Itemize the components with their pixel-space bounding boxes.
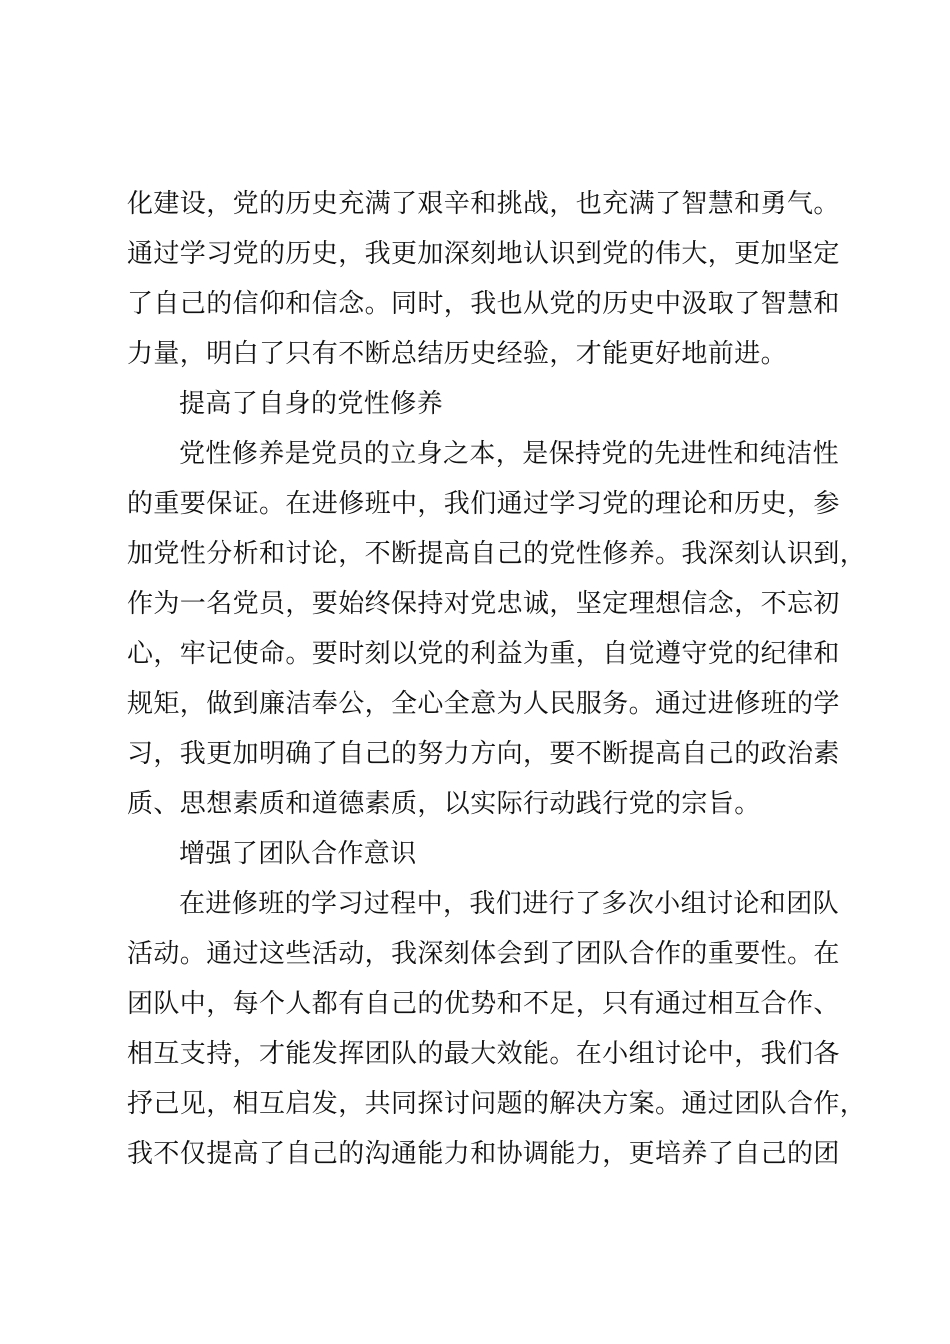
paragraph-line: 化建设，党的历史充满了艰辛和挑战，也充满了智慧和勇气。 bbox=[127, 189, 840, 219]
paragraph-line: 活动。通过这些活动，我深刻体会到了团队合作的重要性。在 bbox=[127, 939, 840, 969]
paragraph-line: 的重要保证。在进修班中，我们通过学习党的理论和历史，参 bbox=[127, 489, 840, 519]
paragraph-line: 通过学习党的历史，我更加深刻地认识到党的伟大，更加坚定 bbox=[127, 239, 840, 269]
paragraph-line: 我不仅提高了自己的沟通能力和协调能力，更培养了自己的团 bbox=[127, 1139, 840, 1169]
paragraph-line: 习，我更加明确了自己的努力方向，要不断提高自己的政治素 bbox=[127, 739, 840, 769]
paragraph-line: 加党性分析和讨论，不断提高自己的党性修养。我深刻认识到， bbox=[127, 539, 867, 569]
paragraph-line: 在进修班的学习过程中，我们进行了多次小组讨论和团队 bbox=[179, 889, 840, 919]
section-heading: 提高了自身的党性修养 bbox=[179, 389, 444, 419]
paragraph-line: 了自己的信仰和信念。同时，我也从党的历史中汲取了智慧和 bbox=[127, 289, 840, 319]
paragraph-line: 质、思想素质和道德素质，以实际行动践行党的宗旨。 bbox=[127, 789, 761, 819]
paragraph-line: 党性修养是党员的立身之本，是保持党的先进性和纯洁性 bbox=[179, 439, 840, 469]
paragraph-line: 力量，明白了只有不断总结历史经验，才能更好地前进。 bbox=[127, 339, 788, 369]
document-body bbox=[127, 179, 867, 1179]
paragraph-line: 相互支持，才能发挥团队的最大效能。在小组讨论中，我们各 bbox=[127, 1039, 840, 1069]
paragraph-line: 团队中，每个人都有自己的优势和不足，只有通过相互合作、 bbox=[127, 989, 840, 1019]
paragraph-line: 规矩，做到廉洁奉公，全心全意为人民服务。通过进修班的学 bbox=[127, 689, 840, 719]
paragraph-line: 抒己见，相互启发，共同探讨问题的解决方案。通过团队合作， bbox=[127, 1089, 867, 1119]
section-heading: 增强了团队合作意识 bbox=[179, 839, 417, 869]
paragraph-line: 作为一名党员，要始终保持对党忠诚，坚定理想信念，不忘初 bbox=[127, 589, 840, 619]
paragraph-line: 心，牢记使命。要时刻以党的利益为重，自觉遵守党的纪律和 bbox=[127, 639, 840, 669]
